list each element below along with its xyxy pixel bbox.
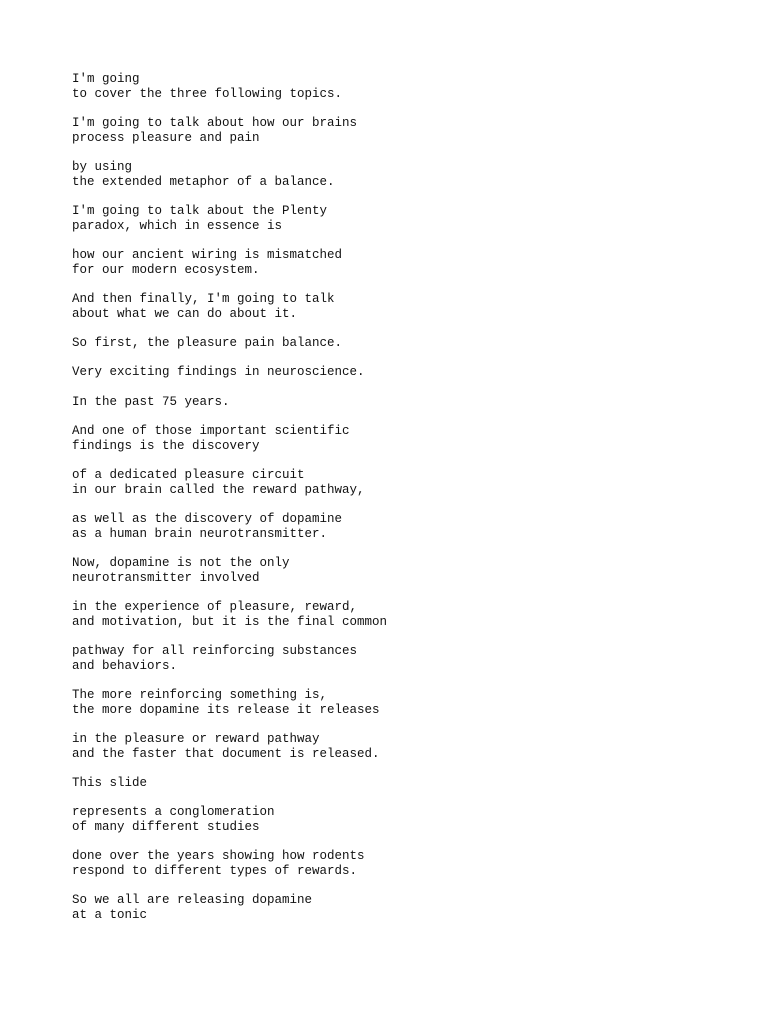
transcript-text xyxy=(72,72,712,937)
text-line: the more dopamine its release it releases xyxy=(72,702,380,717)
text-line: In the past 75 years. xyxy=(72,394,230,409)
text-line: and motivation, but it is the final common xyxy=(72,614,388,629)
paragraph xyxy=(72,644,712,673)
paragraph xyxy=(72,72,712,101)
text-line: pathway for all reinforcing substances xyxy=(72,644,358,658)
paragraph xyxy=(72,336,712,351)
paragraph xyxy=(72,849,712,878)
text-line: And then finally, I'm going to talk xyxy=(72,291,335,306)
text-line: in the experience of pleasure, reward, xyxy=(72,600,358,615)
text-line: and behaviors. xyxy=(72,658,178,673)
text-line: respond to different types of rewards. xyxy=(72,863,358,878)
paragraph xyxy=(72,204,712,233)
paragraph xyxy=(72,395,712,410)
paragraph xyxy=(72,248,712,277)
text-line: paradox, which in essence is xyxy=(72,218,283,233)
text-line: done over the years showing how rodents xyxy=(72,849,365,864)
text-line: The more reinforcing something is, xyxy=(72,687,328,702)
text-line: process pleasure and pain xyxy=(72,130,260,145)
text-line: in our brain called the reward pathway, xyxy=(72,482,365,497)
text-line: This slide xyxy=(72,775,148,790)
text-line: of many different studies xyxy=(72,819,260,834)
text-line: of a dedicated pleasure circuit xyxy=(72,468,305,483)
text-line: And one of those important scientific xyxy=(72,424,350,439)
paragraph xyxy=(72,116,712,145)
text-line: the extended metaphor of a balance. xyxy=(72,174,335,189)
text-line: for our modern ecosystem. xyxy=(72,262,260,277)
paragraph xyxy=(72,512,712,541)
text-line: I'm going to talk about how our brains xyxy=(72,115,358,130)
paragraph xyxy=(72,688,712,717)
text-line: I'm going xyxy=(72,72,140,86)
text-line: at a tonic xyxy=(72,907,148,922)
text-line: how our ancient wiring is mismatched xyxy=(72,247,343,262)
text-line: findings is the discovery xyxy=(72,438,260,453)
text-line: represents a conglomeration xyxy=(72,805,275,820)
paragraph xyxy=(72,365,712,380)
paragraph xyxy=(72,776,712,791)
text-line: neurotransmitter involved xyxy=(72,570,260,585)
paragraph xyxy=(72,468,712,497)
text-line: and the faster that document is released. xyxy=(72,746,380,761)
text-line: Very exciting findings in neuroscience. xyxy=(72,365,365,380)
paragraph xyxy=(72,732,712,761)
paragraph xyxy=(72,556,712,585)
paragraph xyxy=(72,805,712,834)
paragraph xyxy=(72,424,712,453)
text-line: Now, dopamine is not the only xyxy=(72,556,290,571)
paragraph xyxy=(72,160,712,189)
text-line: So first, the pleasure pain balance. xyxy=(72,335,343,350)
text-line: So we all are releasing dopamine xyxy=(72,893,313,908)
text-line: as a human brain neurotransmitter. xyxy=(72,526,328,541)
paragraph xyxy=(72,292,712,321)
text-line: I'm going to talk about the Plenty xyxy=(72,203,328,218)
paragraph xyxy=(72,600,712,629)
text-line: as well as the discovery of dopamine xyxy=(72,512,343,527)
text-line: by using xyxy=(72,159,133,174)
text-line: in the pleasure or reward pathway xyxy=(72,731,320,746)
text-line: to cover the three following topics. xyxy=(72,86,343,101)
text-line: about what we can do about it. xyxy=(72,306,298,321)
paragraph xyxy=(72,893,712,922)
